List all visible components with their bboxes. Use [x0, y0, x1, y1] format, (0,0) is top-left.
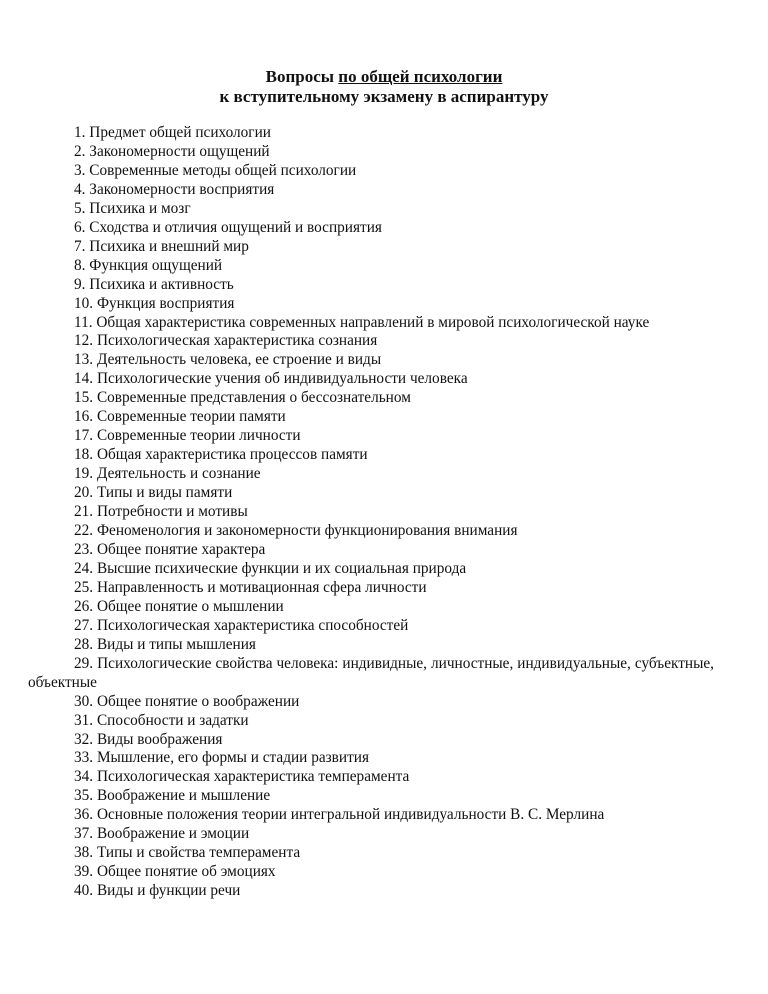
list-item: 11. Общая характеристика современных направлений в мировой психологической науке — [74, 313, 650, 331]
list-item: 34. Психологическая характеристика темперамента — [74, 768, 410, 786]
list-item: 20. Типы и виды памяти — [74, 484, 233, 502]
list-item: 14. Психологические учения об индивидуальности человека — [74, 370, 468, 388]
title-prefix: Вопросы — [265, 67, 339, 86]
list-item: 38. Типы и свойства темперамента — [74, 844, 301, 862]
list-item: 5. Психика и мозг — [74, 199, 191, 217]
list-item: 36. Основные положения теории интегральной индивидуальности В. С. Мерлина — [74, 806, 605, 824]
title-line-2: к вступительному экзамену в аспирантуру — [219, 87, 549, 106]
list-item: 16. Современные теории памяти — [74, 408, 286, 426]
title-subject: по общей психологии — [338, 67, 503, 86]
title-line-1 — [0, 67, 768, 87]
list-item: 1. Предмет общей психологии — [74, 124, 271, 141]
list-item: 22. Феноменология и закономерности функционирования внимания — [74, 522, 518, 540]
list-item: 28. Виды и типы мышления — [74, 635, 256, 653]
list-item: 37. Воображение и эмоции — [74, 825, 250, 843]
list-item: 6. Сходства и отличия ощущений и восприятия — [74, 218, 382, 236]
list-item: 33. Мышление, его формы и стадии развития — [74, 749, 369, 767]
list-item: 2. Закономерности ощущений — [74, 142, 270, 160]
list-item: 30. Общее понятие о воображении — [74, 692, 300, 710]
list-item: 18. Общая характеристика процессов памяти — [74, 446, 368, 464]
list-item: 12. Психологическая характеристика сознания — [74, 332, 378, 350]
list-item: 7. Психика и внешний мир — [74, 237, 249, 255]
list-item: 31. Способности и задатки — [74, 711, 249, 729]
list-item: 3. Современные методы общей психологии — [74, 161, 357, 179]
list-item: 9. Психика и активность — [74, 275, 234, 293]
question-list — [28, 124, 714, 901]
list-item: 39. Общее понятие об эмоциях — [74, 863, 276, 881]
list-item: 26. Общее понятие о мышлении — [74, 597, 284, 615]
list-item: 24. Высшие психические функции и их социальная природа — [74, 559, 467, 577]
list-item: 13. Деятельность человека, ее строение и виды — [74, 351, 382, 369]
list-item: 27. Психологическая характеристика способностей — [74, 616, 409, 634]
list-item: 15. Современные представления о бессознательном — [74, 389, 411, 407]
list-item: 23. Общее понятие характера — [74, 540, 266, 558]
list-item: 19. Деятельность и сознание — [74, 465, 261, 483]
list-item: 40. Виды и функции речи — [74, 882, 241, 900]
list-item: 21. Потребности и мотивы — [74, 503, 248, 521]
list-item: 10. Функция восприятия — [74, 294, 235, 312]
list-item: 29. Психологические свойства человека: индивидные, личностные, индивидуальные, субъектные, объектные — [28, 654, 714, 691]
list-item: 25. Направленность и мотивационная сфера личности — [74, 578, 427, 596]
list-item: 35. Воображение и мышление — [74, 787, 271, 805]
list-item: 17. Современные теории личности — [74, 427, 301, 445]
document-title — [0, 67, 768, 107]
list-item: 8. Функция ощущений — [74, 256, 223, 274]
list-item: 32. Виды воображения — [74, 730, 223, 748]
list-item: 4. Закономерности восприятия — [74, 180, 275, 198]
